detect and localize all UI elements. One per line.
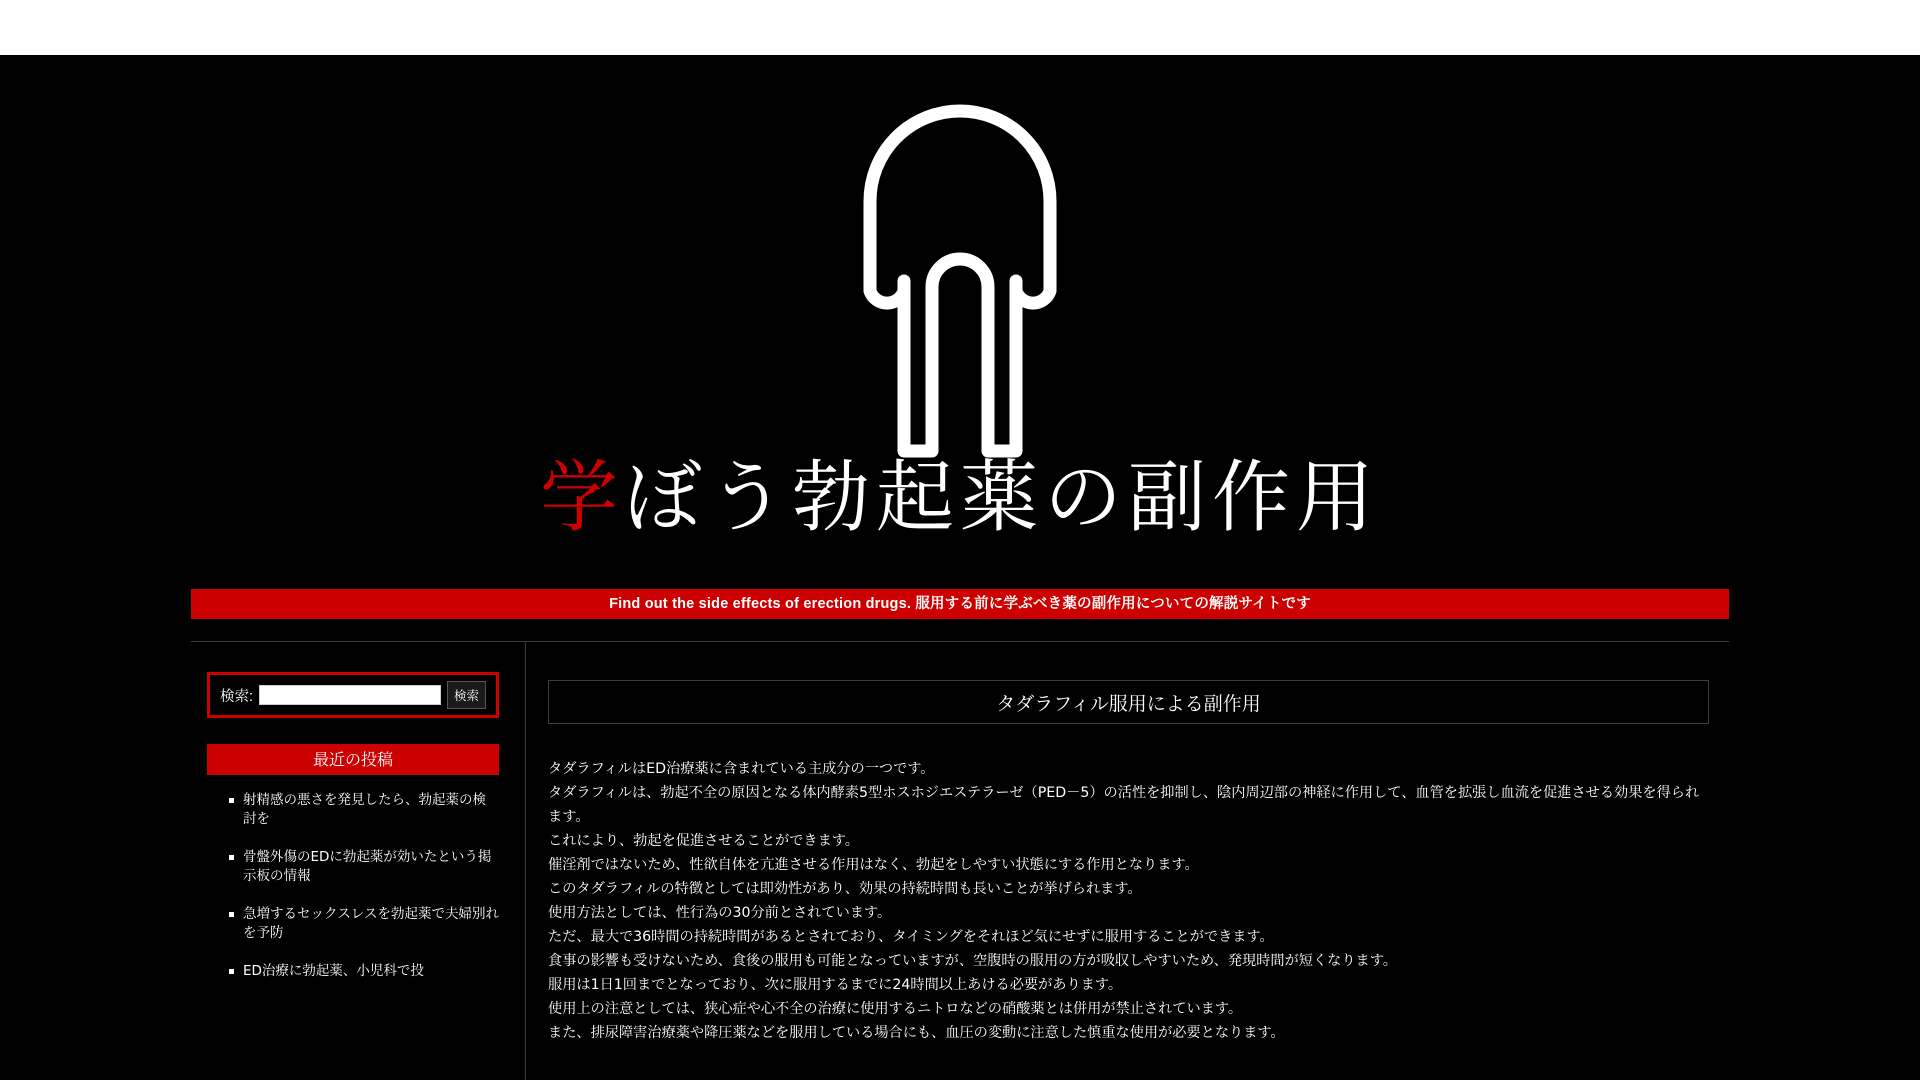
article-paragraph: タダラフィルは、勃起不全の原因となる体内酵素5型ホスホジエステラーゼ（PED－5）の活性を抑制し、陰内周辺部の神経に作用して、血管を拡張し血流を促進させる効果を得られます。 <box>548 785 1700 826</box>
article-paragraph: これにより、勃起を促進させることができます。 <box>548 833 859 850</box>
recent-posts-list <box>207 791 499 981</box>
article-body <box>548 757 1709 1045</box>
list-item[interactable] <box>229 791 499 829</box>
article-paragraph: このタダラフィルの特徴としては即効性があり、効果の持続時間も長いことが挙げられます。 <box>548 881 1142 898</box>
site-header <box>0 55 1920 543</box>
main-content <box>525 672 1729 1045</box>
article-paragraph: 食事の影響も受けないため、食後の服用も可能となっていますが、空腹時の服用の方が吸収しやすいため、発現時間が短くなります。 <box>548 953 1397 970</box>
site-logo <box>0 81 1920 471</box>
list-item[interactable] <box>229 848 499 886</box>
list-item[interactable] <box>229 962 499 981</box>
page-title-accent: 学 <box>539 453 624 543</box>
article-title-box <box>548 680 1709 724</box>
sidebar <box>191 672 525 1000</box>
article-title: タダラフィル服用による副作用 <box>996 692 1261 715</box>
recent-post-link[interactable]: 射精感の悪さを発見したら、勃起薬の検討を <box>243 792 486 828</box>
search-input[interactable] <box>259 685 441 705</box>
page-title <box>0 453 1920 543</box>
recent-post-link[interactable]: ED治療に勃起薬、小児科で投 <box>243 963 424 980</box>
list-item[interactable] <box>229 905 499 943</box>
page-root <box>0 55 1920 1080</box>
page-title-rest: ぼう勃起薬の副作用 <box>624 453 1381 543</box>
article-paragraph: ただ、最大で36時間の持続時間があるとされており、タイミングをそれほど気にせずに服用することができます。 <box>548 929 1274 946</box>
recent-post-link[interactable]: 骨盤外傷のEDに勃起薬が効いたという掲示板の情報 <box>243 849 492 885</box>
search-label: 検索: <box>220 688 254 705</box>
browser-chrome-bar <box>0 0 1920 55</box>
article-paragraph: また、排尿障害治療薬や降圧薬などを服用している場合にも、血圧の変動に注意した慎重な使用が必要となります。 <box>548 1025 1285 1042</box>
site-tagline: Find out the side effects of erection drugs. 服用する前に学ぶべき薬の副作用についての解説サイトです <box>191 589 1729 619</box>
search-button[interactable]: 検索 <box>447 681 486 709</box>
article-paragraph: 服用は1日1回までとなっており、次に服用するまでに24時間以上あける必要があります。 <box>548 977 1123 994</box>
article-paragraph: タダラフィルはED治療薬に含まれている主成分の一つです。 <box>548 761 935 778</box>
phallus-outline-icon <box>830 81 1090 461</box>
content-area <box>191 641 1729 1045</box>
article-paragraph: 使用方法としては、性行為の30分前とされています。 <box>548 905 892 922</box>
search-form[interactable] <box>207 672 499 718</box>
article-paragraph: 使用上の注意としては、狭心症や心不全の治療に使用するニトロなどの硝酸薬とは併用が禁止されています。 <box>548 1001 1243 1018</box>
article-paragraph: 催淫剤ではないため、性欲自体を亢進させる作用はなく、勃起をしやすい状態にする作用となります。 <box>548 857 1199 874</box>
recent-post-link[interactable]: 急増するセックスレスを勃起薬で夫婦別れを予防 <box>243 906 499 942</box>
recent-posts-heading: 最近の投稿 <box>207 744 499 775</box>
